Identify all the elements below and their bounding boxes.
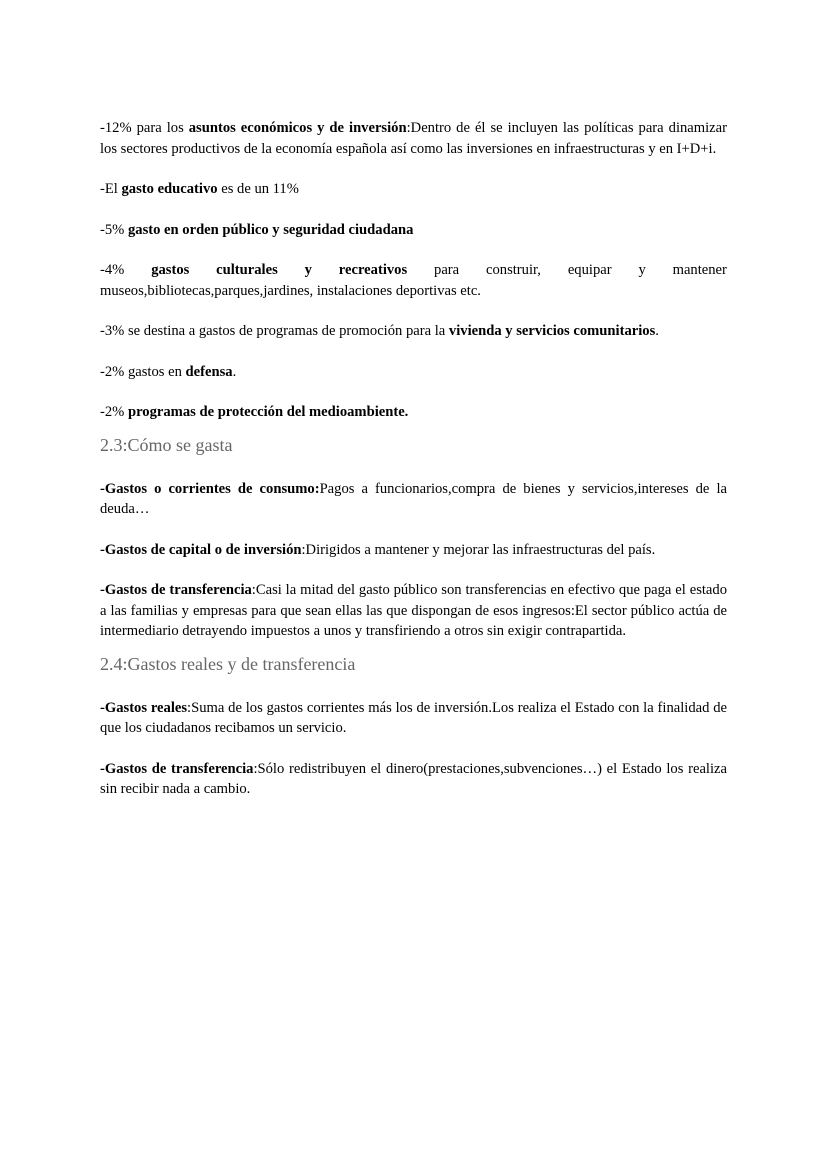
- paragraph-transfer-spending: -Gastos de transferencia:Casi la mitad del gasto público son transferencias en efectivo que paga el estado a las familias y empresas para que sean ellas las que dispongan de esos ingresos:El sector público actúa de intermediario detrayendo impuestos a unos y transfiriendo a otros sin exigir contrapartida.: [100, 582, 727, 639]
- paragraph-transfer-redistribution: -Gastos de transferencia:Sólo redistribuyen el dinero(prestaciones,subvenciones…) el Estado los realiza sin recibir nada a cambio.: [100, 760, 727, 797]
- paragraph-defense: -2% gastos en defensa.: [100, 363, 237, 380]
- paragraph-housing: -3% se destina a gastos de programas de promoción para la vivienda y servicios comunitarios.: [100, 323, 659, 339]
- paragraph-economic-affairs: -12% para los asuntos económicos y de inversión:Dentro de él se incluyen las políticas para dinamizar los sectores productivos de la economía española así como las inversiones en infraestructuras y en I+D+i.: [100, 120, 727, 157]
- culture-first-line: -4% gastos culturales y recreativos para construir, equipar y mantener: [100, 262, 727, 278]
- paragraph-environment: -2% programas de protección del medioambiente.: [100, 404, 409, 420]
- paragraph-capital-spending: -Gastos de capital o de inversión:Dirigidos a mantener y mejorar las infraestructuras del país.: [100, 541, 656, 558]
- paragraph-culture: [100, 260, 727, 301]
- paragraph-education: -El gasto educativo es de un 11%: [100, 181, 299, 197]
- heading-como-se-gasta: 2.3:Cómo se gasta: [100, 434, 233, 455]
- heading-gastos-reales: 2.4:Gastos reales y de transferencia: [100, 653, 356, 674]
- paragraph-public-order: -5% gasto en orden público y seguridad ciudadana: [100, 221, 414, 238]
- paragraph-real-spending: -Gastos reales:Suma de los gastos corrientes más los de inversión.Los realiza el Estado con la finalidad de que los ciudadanos recibamos un servicio.: [100, 699, 727, 736]
- document-page: [100, 118, 727, 820]
- paragraph-current-spending: -Gastos o corrientes de consumo:Pagos a funcionarios,compra de bienes y servicios,intereses de la deuda…: [100, 480, 727, 517]
- culture-second-line: museos,bibliotecas,parques,jardines, instalaciones deportivas etc.: [100, 282, 481, 299]
